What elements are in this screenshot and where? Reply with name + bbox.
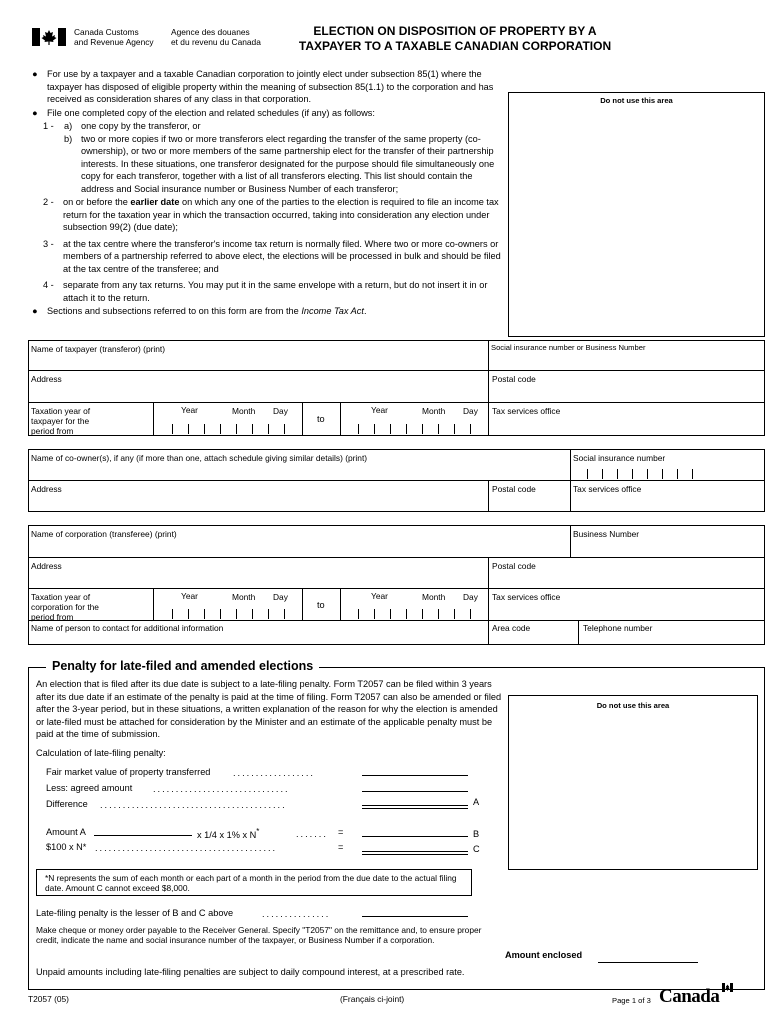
coowner-sin-label: Social insurance number [573, 453, 666, 463]
line-c-marker: C [473, 844, 480, 854]
line-b-field[interactable] [362, 825, 468, 836]
item-1b-text: two or more copies if two or more transferors elect regarding the transfer of the same property (co-ownership), or two or more members of the same partnership elect for the transfer of their partnership interests. In these situations, one transferor designated for the purpose should file simultaneously one copy for each transferor, together with a list of all transferors electing. This list should contain the address and Social insurance number or Business Number of each transferor; [81, 133, 495, 194]
item-3 [31, 238, 501, 276]
penalty-heading: Penalty for late-filed and amended elections [46, 659, 319, 674]
equals-c: = [338, 842, 344, 852]
transferor-taxyear-line-2: taxpayer for the [31, 416, 90, 426]
transferor-period-from-field[interactable] [155, 418, 300, 434]
coowner-tso-label: Tax services office [573, 484, 642, 494]
corp-to-year-label: Year [371, 591, 388, 601]
amount-enclosed-label: Amount enclosed [505, 950, 583, 960]
item-1a-label: a) [64, 121, 73, 131]
do-not-use-label-top: Do not use this area [600, 96, 673, 105]
difference-label: Difference [46, 799, 88, 809]
fmv-label: Fair market value of property transferred [46, 767, 211, 777]
agreed-amount-label: Less: agreed amount [46, 783, 133, 793]
transferor-address-label: Address [31, 374, 62, 384]
coowner-name-field[interactable] [30, 464, 567, 479]
transferor-tso-field[interactable] [491, 417, 763, 434]
item-4-number: 4 - [43, 280, 54, 290]
agency-en-line-1: Canada Customs [74, 27, 139, 37]
canada-wordmark-text: Canada [659, 986, 720, 1007]
bullet-1-text: For use by a taxpayer and a taxable Canadian corporation to jointly elect under subsection 85(1) where the taxpayer has disposed of eligible property within the meaning of subsection 85(1.1) to the corporation and has received as consideration shares of any class in that corporation. [47, 69, 494, 104]
transferor-postal-field[interactable] [491, 385, 763, 400]
amount-enclosed-field[interactable] [598, 950, 698, 962]
item-1b [31, 133, 501, 196]
area-code-field[interactable] [491, 633, 576, 644]
formula-leader: ....... [296, 829, 328, 839]
late-filing-penalty-field[interactable] [362, 905, 468, 916]
agreed-amount-field[interactable] [362, 780, 468, 791]
corp-from-day-label: Day [273, 592, 288, 602]
corporation-taxyear-label [31, 592, 99, 622]
coowner-address-field[interactable] [30, 495, 485, 510]
agency-fr-line-2: et du revenu du Canada [171, 37, 261, 47]
corporation-bn-field[interactable] [573, 540, 763, 555]
penalty-formula [197, 826, 259, 842]
transferor-taxyear-label [31, 406, 90, 436]
coowner-name-label: Name of co-owner(s), if any (if more than one, attach schedule giving similar details) (print) [31, 453, 368, 463]
item-1b-label: b) [64, 133, 73, 144]
corp-to-day-label: Day [463, 592, 478, 602]
item-2-text-post: on which any one of the parties to the election is required to file an income tax return for the taxation year in which the transaction occurred, taking into consideration any election under subsection 99(2) (due date); [63, 197, 499, 232]
item-1a [31, 120, 501, 133]
corporation-name-label: Name of corporation (transferee) (print) [31, 529, 177, 539]
corporation-period-to-field[interactable] [342, 603, 486, 619]
hundred-n-label: $100 x N* [46, 842, 87, 852]
line-b-marker: B [473, 829, 480, 839]
formula-star: * [256, 827, 260, 836]
area-code-label: Area code [492, 623, 531, 633]
item-2-text-pre: on or before the [63, 197, 131, 207]
penalty-paragraph: An election that is filed after its due date is subject to a late-filing penalty. Form T2057 can be filed within 3 years after its due date if an estimate of the penalty is paid at the time of filing. Form T2057 can also be amended or filed after the 3-year period, but in these situations, a written explanation of the reason for why the election is amended or late-filed must be attached for consideration by the Minister and an estimate of the applicable penalty must be paid at the time of submission. [36, 679, 502, 739]
corporation-address-label: Address [31, 561, 62, 571]
corporation-taxyear-line-2: corporation for the [31, 602, 99, 612]
instructions [31, 68, 501, 318]
n-note-text: *N represents the sum of each month or each part of a month in the period from the due date to the actual filing date. Amount C cannot exceed $8,000. [45, 873, 457, 893]
telephone-label: Telephone number [583, 623, 653, 633]
from-year-label: Year [181, 405, 198, 415]
lesser-label: Late-filing penalty is the lesser of B and C above [36, 908, 234, 918]
amount-a-label: Amount A [46, 827, 86, 837]
coowner-tso-field[interactable] [573, 495, 763, 510]
corporation-tso-field[interactable] [491, 603, 763, 619]
bullet-3-text-post: . [363, 306, 367, 316]
do-not-use-area-penalty [508, 695, 758, 870]
transferor-tso-label: Tax services office [492, 406, 561, 416]
lesser-leader: ............... [262, 909, 331, 919]
transferor-name-field[interactable] [30, 354, 485, 369]
item-2-number: 2 - [43, 197, 54, 207]
form-title [280, 24, 630, 54]
hundred-leader: ........................................ [95, 843, 278, 853]
transferor-period-to-field[interactable] [342, 418, 486, 434]
coowner-postal-field[interactable] [491, 495, 568, 510]
fmv-field[interactable] [362, 764, 468, 775]
wordmark-flag-icon [722, 983, 733, 992]
transferor-sin-bn-field[interactable] [491, 354, 763, 369]
line-a-marker: A [473, 797, 480, 807]
bullet-icon: ● [32, 306, 38, 316]
corporation-postal-label: Postal code [492, 561, 536, 571]
coowner-address-label: Address [31, 484, 62, 494]
item-1-number: 1 - [43, 121, 54, 131]
bullet-3-text-pre: Sections and subsections referred to on this form are from the [47, 306, 302, 316]
item-4 [31, 279, 501, 304]
corp-to-month-label: Month [422, 592, 446, 602]
canada-flag-icon [32, 28, 66, 46]
bullet-3 [31, 305, 501, 318]
do-not-use-area-top [508, 92, 765, 337]
from-month-label: Month [232, 406, 256, 416]
n-note-box [36, 869, 472, 896]
line-c-field[interactable] [362, 840, 468, 851]
to-day-label: Day [463, 406, 478, 416]
transferor-taxyear-line-3: period from [31, 426, 74, 436]
transferor-sin-bn-label: Social insurance number or Business Number [491, 343, 646, 352]
unpaid-interest-note: Unpaid amounts including late-filing penalties are subject to daily compound interest, at a prescribed rate. [36, 967, 465, 977]
corporation-taxyear-line-1: Taxation year of [31, 592, 91, 602]
corporation-to-label: to [317, 600, 325, 610]
french-attached: (Français ci-joint) [340, 994, 405, 1004]
contact-person-field[interactable] [30, 633, 485, 644]
bullet-2-text: File one completed copy of the election and related schedules (if any) as follows: [47, 107, 375, 118]
transferor-address-field[interactable] [30, 385, 485, 400]
difference-field[interactable] [362, 796, 468, 805]
bullet-1 [31, 68, 501, 106]
form-title-line-1: ELECTION ON DISPOSITION OF PROPERTY BY A [313, 24, 597, 38]
bullet-icon: ● [32, 69, 38, 79]
canada-wordmark [659, 983, 739, 1009]
bullet-3-text-italic: Income Tax Act [301, 306, 364, 316]
item-4-text: separate from any tax returns. You may put it in the same envelope with a return, but do not insert it in or attach it to the return. [63, 280, 488, 303]
transferor-to-label: to [317, 414, 325, 424]
from-day-label: Day [273, 406, 288, 416]
transferor-name-label: Name of taxpayer (transferor) (print) [31, 344, 166, 354]
item-1a-text: one copy by the transferor, or [81, 121, 201, 131]
corporation-name-field[interactable] [30, 540, 567, 555]
item-3-number: 3 - [43, 238, 54, 249]
bullet-2 [31, 107, 501, 120]
corporation-bn-label: Business Number [573, 529, 640, 539]
cheque-instructions: Make cheque or money order payable to the Receiver General. Specify "T2057" on the remittance and, to ensure proper credit, indicate the name and social insurance number of the taxpayer, or Business Number if a corporation. [36, 925, 482, 945]
transferor-taxyear-line-1: Taxation year of [31, 406, 91, 416]
agreed-leader: .............................. [153, 784, 290, 794]
form-id: T2057 (05) [28, 994, 69, 1004]
to-month-label: Month [422, 406, 446, 416]
calculation-label: Calculation of late-filing penalty: [36, 748, 166, 758]
do-not-use-label-penalty: Do not use this area [596, 701, 670, 710]
corporation-tso-label: Tax services office [492, 592, 561, 602]
item-2-text-bold: earlier date [130, 197, 180, 207]
agency-name-en [74, 27, 154, 47]
to-year-label: Year [371, 405, 388, 415]
item-2 [31, 196, 501, 234]
formula-text: x 1/4 x 1% x N [197, 830, 257, 841]
fmv-leader: .................. [233, 768, 315, 778]
corporation-taxyear-line-3: period from [31, 612, 74, 622]
corporation-postal-field[interactable] [491, 572, 763, 587]
bullet-icon: ● [32, 107, 38, 118]
amount-a-field[interactable] [94, 825, 192, 835]
page-number: Page 1 of 3 [612, 996, 651, 1005]
agency-fr-line-1: Agence des douanes [171, 27, 250, 37]
corporation-period-from-field[interactable] [155, 603, 300, 619]
form-title-line-2: TAXPAYER TO A TAXABLE CANADIAN CORPORATION [298, 39, 612, 53]
corporation-address-field[interactable] [30, 572, 485, 587]
contact-person-label: Name of person to contact for additional information [31, 623, 224, 633]
item-3-text: at the tax centre where the transferor's income tax return is normally filed. Where two or more co-owners or members of a partnership referred to above elect, the elections will be processed in bulk and should be filed at the tax centre of the transferee; and [63, 238, 501, 274]
difference-leader: ......................................... [100, 800, 287, 810]
equals-b: = [338, 827, 344, 837]
corp-from-month-label: Month [232, 592, 256, 602]
agency-name-fr [171, 27, 261, 47]
corp-from-year-label: Year [181, 591, 198, 601]
coowner-postal-label: Postal code [492, 484, 536, 494]
transferor-postal-label: Postal code [492, 374, 536, 384]
telephone-field[interactable] [581, 633, 763, 644]
agency-en-line-2: and Revenue Agency [74, 37, 154, 47]
